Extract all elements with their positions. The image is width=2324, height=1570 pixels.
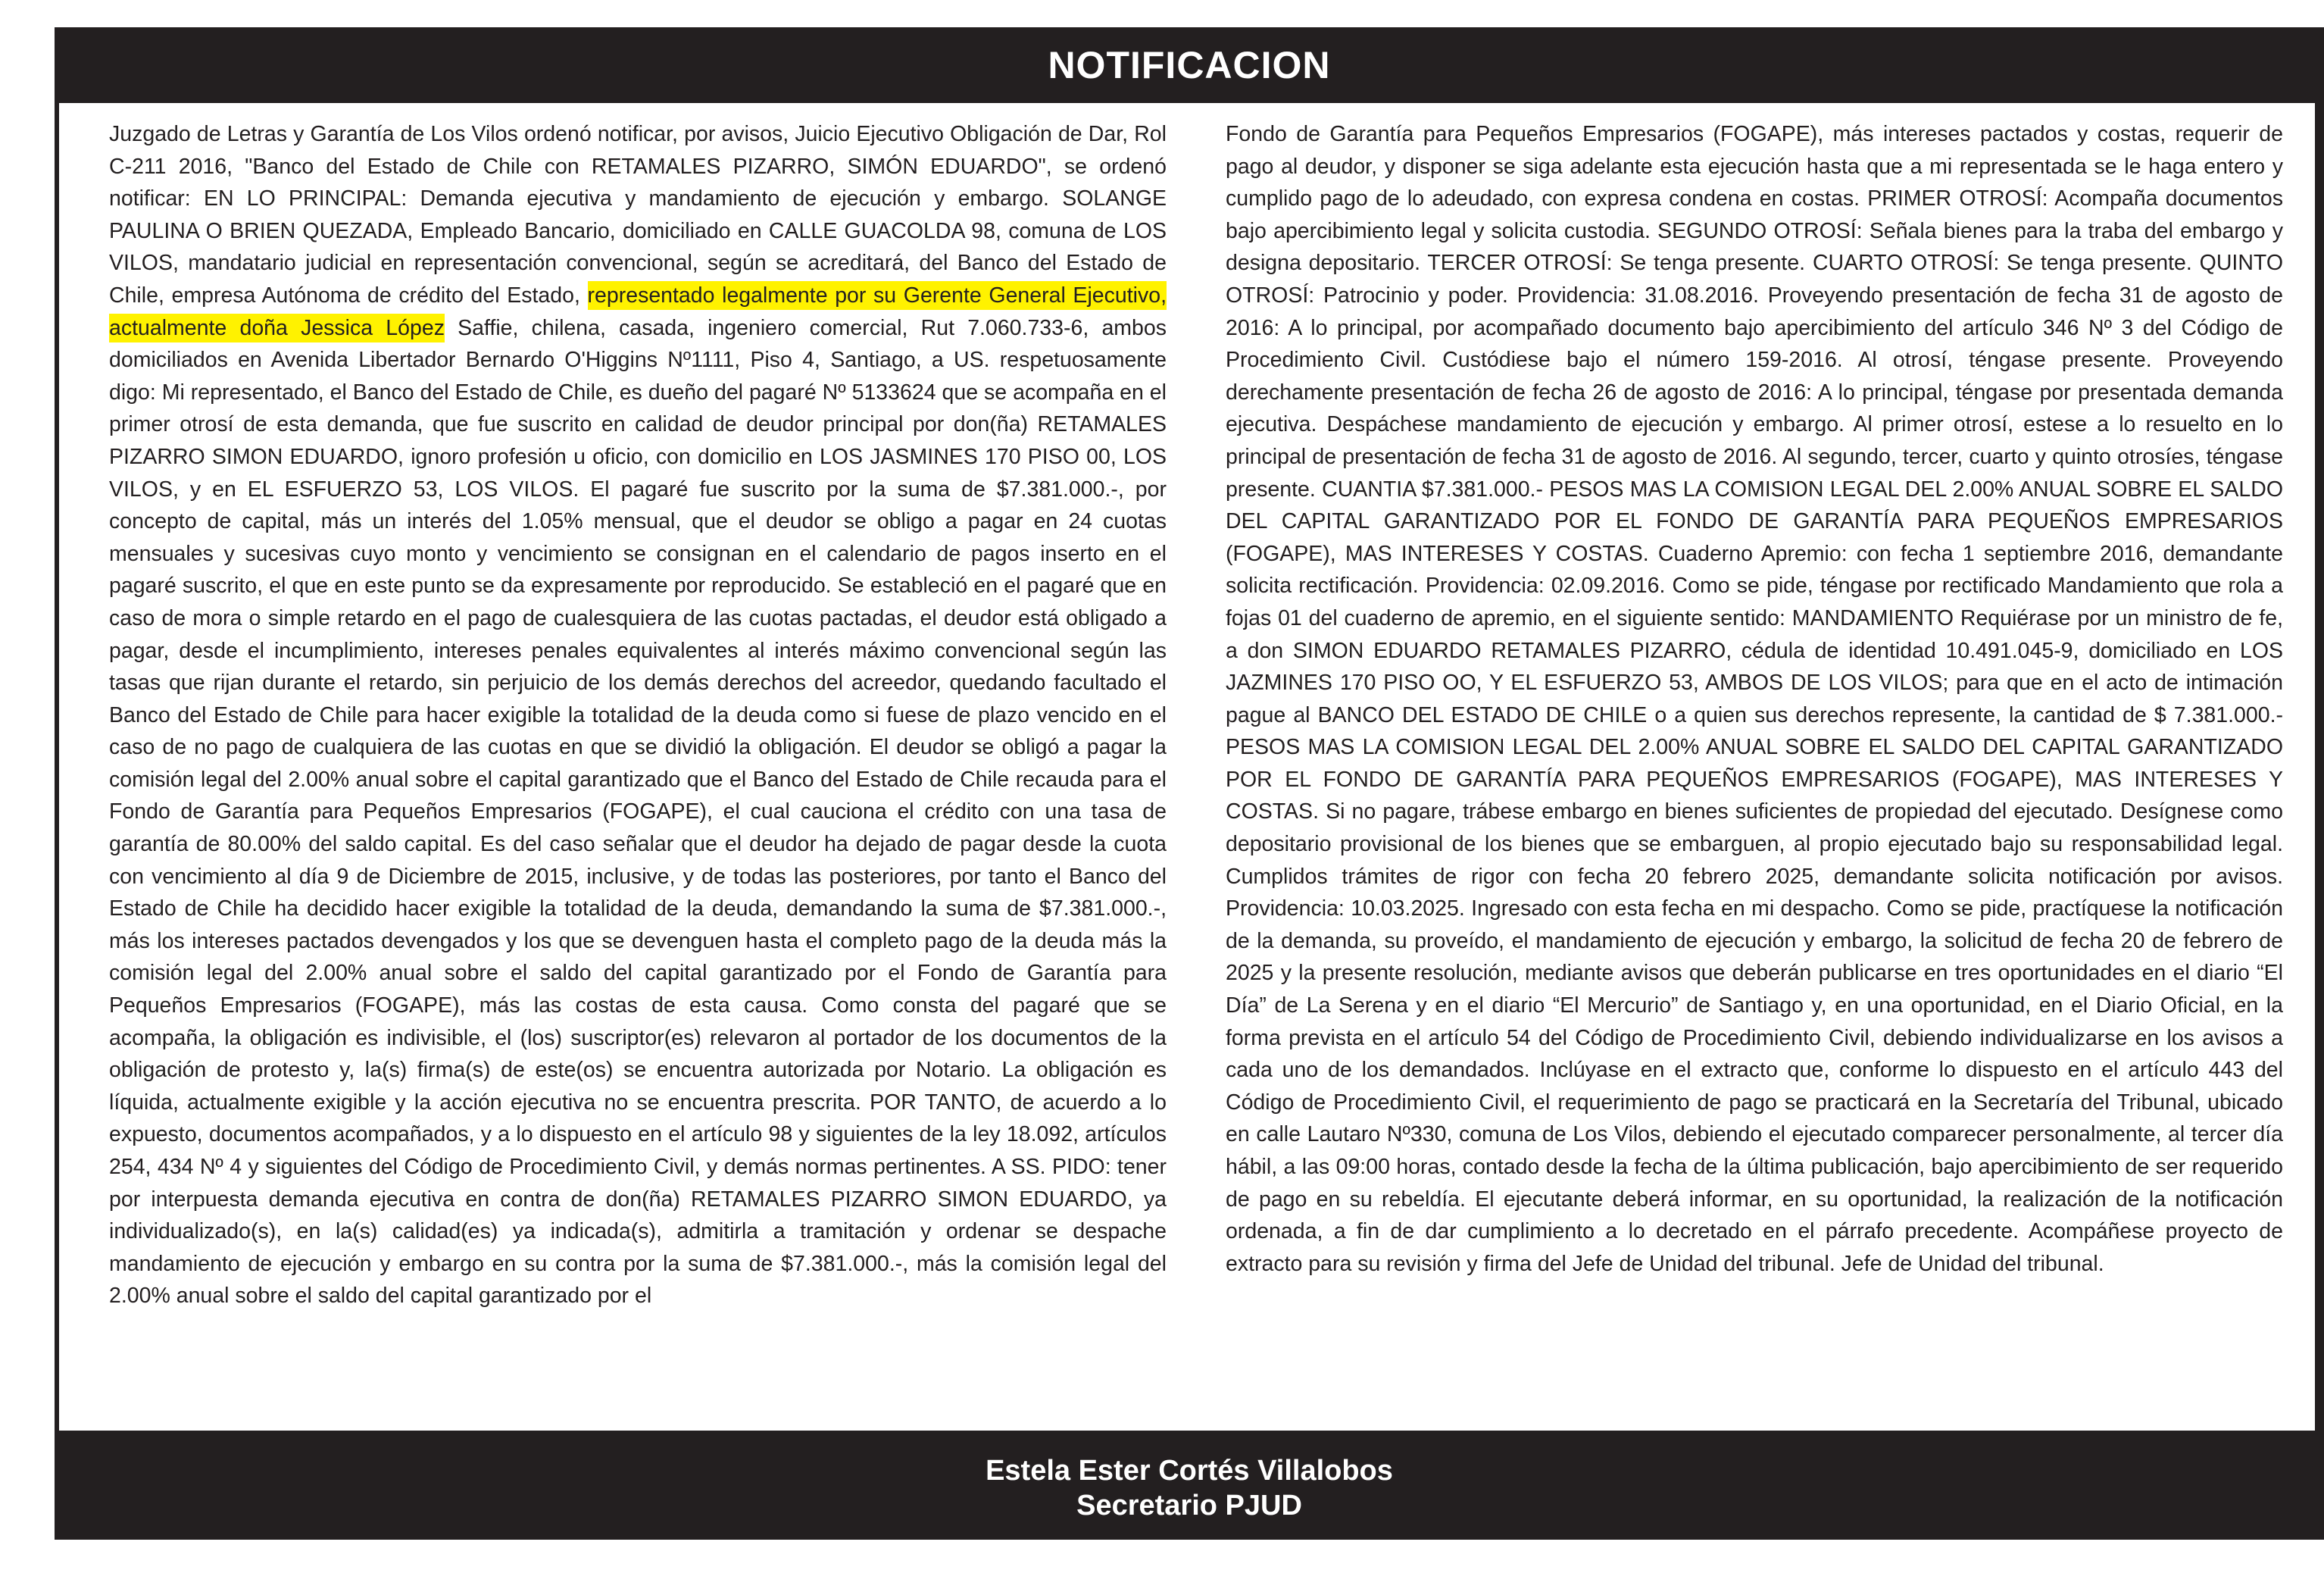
left-text-before-highlight: Juzgado de Letras y Garantía de Los Vilos ordenó notificar, por avisos, Juicio Ejecutivo Obligación de Dar, Rol C-211 2016, "Banco del Estado de Chile con RETAMALES PIZARRO, SIMÓN EDUARDO", se ordenó notificar: EN LO PRINCIPAL: Demanda ejecutiva y mandamiento de ejecución y embargo. SOLANGE PAULINA O BRIEN QUEZADA, Empleado Bancario, domiciliado en CALLE GUACOLDA 98, comuna de LOS VILOS, mandatario judicial en representación convencional, según se acreditará, del Banco del Estado de Chile, empresa Autónoma de crédito del Estado, — [109, 122, 1167, 308]
left-text-after-highlight: Saffie, chilena, casada, ingeniero comercial, Rut 7.060.733-6, ambos domiciliados en Avenida Libertador Bernardo O'Higgins Nº1111, Piso 4, Santiago, a US. respetuosamente digo: Mi representado, el Banco del Estado de Chile, es dueño del pagaré Nº 5133624 que se acompaña en el primer otrosí de esta demanda, que fue suscrito en calidad de deudor principal por don(ña) RETAMALES PIZARRO SIMON EDUARDO, ignoro profesión u oficio, con domicilio en LOS JASMINES 170 PISO 00, LOS VILOS, y en EL ESFUERZO 53, LOS VILOS. El pagaré fue suscrito por la suma de $7.381.000.-, por concepto de capital, más un interés del 1.05% mensual, que el deudor se obligo a pagar en 24 cuotas mensuales y sucesivas cuyo monto y vencimiento se consignan en el calendario de pagos inserto en el pagaré suscrito, el que en este punto se da expresamente por reproducido. Se estableció en el pagaré que en caso de mora o simple retardo en el pago de cualesquiera de las cuotas pactadas, el deudor está obligado a pagar, desde el incumplimiento, intereses penales equivalentes al interés máximo convencional según las tasas que rijan durante el retardo, sin perjuicio de los demás derechos del acreedor, quedando facultado el Banco del Estado de Chile para hacer exigible la totalidad de la deuda como si fuese de plazo vencido en el caso de no pago de cualquiera de las cuotas en que se dividió la obligación. El deudor se obligó a pagar la comisión legal del 2.00% anual sobre el capital garantizado que el Banco del Estado de Chile recauda para el Fondo de Garantía para Pequeños Empresarios (FOGAPE), el cual cauciona el crédito con una tasa de garantía de 80.00% del saldo capital. Es del caso señalar que el deudor ha dejado de pagar desde la cuota con vencimiento al día 9 de Diciembre de 2015, inclusive, y de todas las posteriores, por tanto el Banco del Estado de Chile ha decidido hacer exigible la totalidad de la deuda, demandando la suma de $7.381.000.-, más los intereses pactados devengados y los que se devenguen hasta el completo pago de la deuda más la comisión legal del 2.00% anual sobre el saldo del capital garantizado por el Fondo de Garantía para Pequeños Empresarios (FOGAPE), más las costas de esta causa. Como consta del pagaré que se acompaña, la obligación es indivisible, el (los) suscriptor(es) relevaron al portador de los documentos de la obligación de protesto y, la(s) firma(s) de este(os) se encuentra autorizada por Notario. La obligación es líquida, actualmente exigible y la acción ejecutiva no se encuentra prescrita. POR TANTO, de acuerdo a lo expuesto, documentos acompañados, y a lo dispuesto en el artículo 98 y siguientes de la ley 18.092, artículos 254, 434 Nº 4 y siguientes del Código de Procedimiento Civil, y demás normas pertinentes. A SS. PIDO: tener por interpuesta demanda ejecutiva en contra de don(ña) RETAMALES PIZARRO SIMON EDUARDO, ya individualizado(s), en la(s) calidad(es) ya indicada(s), admitirla a tramitación y ordenar se despache mandamiento de ejecución y embargo en su contra por la suma de $7.381.000.-, más la comisión legal del 2.00% anual sobre el saldo del capital garantizado por el — [109, 315, 1167, 1309]
right-column — [1226, 118, 2283, 1312]
highlighted-text: representado legalmente por su Gerente General Ejecutivo, actualmente doña Jessica López — [109, 281, 1167, 342]
text-columns — [109, 118, 2283, 1312]
signer-name: Estela Ester Cortés Villalobos — [986, 1455, 1393, 1487]
left-column-paragraph — [109, 118, 1167, 1312]
right-column-paragraph: Fondo de Garantía para Pequeños Empresarios (FOGAPE), más intereses pactados y costas, requerir de pago al deudor, y disponer se siga adelante esta ejecución hasta que a mi representada se le haga entero y cumplido pago de lo adeudado, con expresa condena en costas. PRIMER OTROSÍ: Acompaña documentos bajo apercibimiento legal y solicita custodia. SEGUNDO OTROSÍ: Señala bienes para la traba del embargo y designa depositario. TERCER OTROSÍ: Se tenga presente. CUARTO OTROSÍ: Se tenga presente. QUINTO OTROSÍ: Patrocinio y poder. Providencia: 31.08.2016. Proveyendo presentación de fecha 31 de agosto de 2016: A lo principal, por acompañado documento bajo apercibimiento del artículo 346 Nº 3 del Código de Procedimiento Civil. Custódiese bajo el número 159-2016. Al otrosí, téngase presente. Proveyendo derechamente presentación de fecha 26 de agosto de 2016: A lo principal, téngase por presentada demanda ejecutiva. Despáchese mandamiento de ejecución y embargo. Al primer otrosí, estese a lo resuelto en lo principal de presentación de fecha 31 de agosto de 2016. Al segundo, tercer, cuarto y quinto otrosíes, téngase presente. CUANTIA $7.381.000.- PESOS MAS LA COMISION LEGAL DEL 2.00% ANUAL SOBRE EL SALDO DEL CAPITAL GARANTIZADO POR EL FONDO DE GARANTÍA PARA PEQUEÑOS EMPRESARIOS (FOGAPE), MAS INTERESES Y COSTAS. Cuaderno Apremio: con fecha 1 septiembre 2016, demandante solicita rectificación. Providencia: 02.09.2016. Como se pide, téngase por rectificado Mandamiento que rola a fojas 01 del cuaderno de apremio, en el siguiente sentido: MANDAMIENTO Requiérase por un ministro de fe, a don SIMON EDUARDO RETAMALES PIZARRO, cédula de identidad 10.491.045-9, domiciliado en LOS JAZMINES 170 PISO OO, Y EL ESFUERZO 53, AMBOS DE LOS VILOS; para que en el acto de intimación pague al BANCO DEL ESTADO DE CHILE o a quien sus derechos represente, la cantidad de $ 7.381.000.- PESOS MAS LA COMISION LEGAL DEL 2.00% ANUAL SOBRE EL SALDO DEL CAPITAL GARANTIZADO POR EL FONDO DE GARANTÍA PARA PEQUEÑOS EMPRESARIOS (FOGAPE), MAS INTERESES Y COSTAS. Si no pagare, trábese embargo en bienes suficientes de propiedad del ejecutado. Desígnese como depositario provisional de los bienes que se embarguen, al propio ejecutado bajo su responsabilidad legal. Cumplidos trámites de rigor con fecha 20 febrero 2025, demandante solicita notificación por avisos. Providencia: 10.03.2025. Ingresado con esta fecha en mi despacho. Como se pide, practíquese la notificación de la demanda, su proveído, el mandamiento de ejecución y embargo, la solicitud de fecha 20 de febrero de 2025 y la presente resolución, mediante avisos que deberán publicarse en tres oportunidades en el diario “El Día” de La Serena y en el diario “El Mercurio” de Santiago y, en una oportunidad, en el Diario Oficial, en la forma prevista en el artículo 54 del Código de Procedimiento Civil, debiendo individualizarse en los avisos a cada uno de los demandados. Inclúyase en el extracto que, conforme lo dispuesto en el artículo 443 del Código de Procedimiento Civil, el requerimiento de pago se practicará en la Secretaría del Tribunal, ubicado en calle Lautaro Nº330, comuna de Los Vilos, debiendo el ejecutado comparecer personalmente, al tercer día hábil, a las 09:00 horas, contado desde la fecha de la última publicación, bajo apercibimiento de ser requerido de pago en su rebeldía. El ejecutante deberá informar, en su oportunidad, la realización de la notificación ordenada, a fin de dar cumplimiento a lo decretado en el párrafo precedente. Acompáñese proyecto de extracto para su revisión y firma del Jefe de Unidad del tribunal. Jefe de Unidad del tribunal. — [1226, 122, 2283, 1276]
notice-frame — [55, 27, 2324, 1540]
signature-band — [55, 1437, 2324, 1540]
header-band — [55, 27, 2324, 97]
signer-role: Secretario PJUD — [1076, 1490, 1302, 1522]
left-column — [109, 118, 1167, 1312]
notice-body — [59, 103, 2315, 1431]
notice-title: NOTIFICACION — [1048, 44, 1331, 86]
